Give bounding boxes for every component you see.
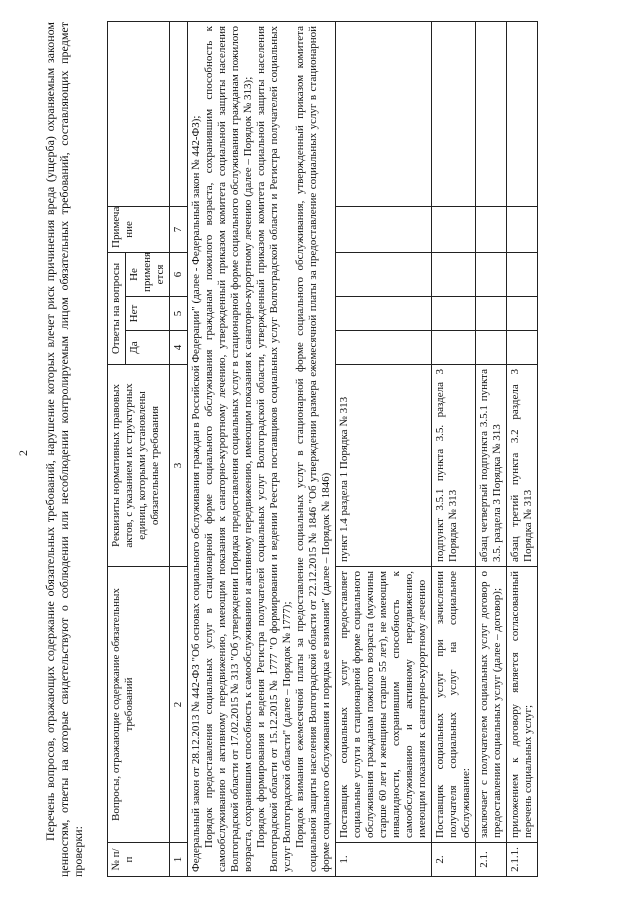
table-row [476, 21, 507, 876]
col-number: 1 [170, 843, 188, 877]
answer-na-cell[interactable] [507, 252, 538, 296]
row-num: 2. [432, 843, 476, 877]
col-number-blank [170, 21, 188, 206]
legal-act: Федеральный закон от 28.12.2013 № 442-ФЗ "Об основах социального обслуживания граждан в Российской Федерации" (далее - Федеральный закон № 442-ФЗ); [190, 115, 202, 872]
row-requisites: абзац третий пункта 3.2 раздела 3 Порядка № 313 [507, 365, 538, 567]
answer-na-cell[interactable] [336, 252, 432, 296]
table-row [432, 21, 476, 876]
blank-cell [336, 21, 432, 206]
legal-act: Порядок предоставления социальных услуг в стационарной форме социального обслуживания гражданам пожилого возраста, сохранившим способность к самообслуживанию и активному передвижению, имеющим показания к санаторно-курортному лечению, утвержденный приказом комитета социальной защиты населения Волгоградской области от 17.02.2015 № 313 "Об утверждении Порядка предоставления социальных услуг в стационарной форме социального обслуживания гражданам пожилого возраста, сохранившим способность к самообслуживанию и активному передвижению, имеющим показания к санаторно-курортному лечению (далее – Порядок № 313); [203, 25, 254, 872]
row-num: 2.1. [476, 843, 507, 877]
notes-cell[interactable] [507, 206, 538, 252]
document-page [15, 13, 625, 893]
col-number: 3 [170, 365, 188, 567]
notes-cell[interactable] [336, 206, 432, 252]
row-question: Поставщик социальных услуг предоставляет социальные услуги в стационарной форме социального обслуживания гражданам пожилого возраста (мужчины старше 60 лет и женщины старше 55 лет), не имеющим инвалидности, сохранившим способность к самообслуживанию и активному передвижению, имеющим показания к санаторно-курортному лечению [336, 567, 432, 843]
intro-paragraph: Перечень вопросов, отражающих содержание обязательных требований, нарушение которых влечет риск причинения вреда (ущерба) охраняемым законом ценностям, ответы на которые свидетельствуют о соблюдении или несоблюдении контролируемым лицом обязательных требований, составляющих предмет проверки: [43, 22, 85, 877]
header-answers: Ответы на вопросы [108, 252, 126, 364]
column-number-row [170, 21, 188, 876]
row-num: 2.1.1. [507, 843, 538, 877]
header-row [108, 21, 126, 876]
header-question: Вопросы, отражающие содержание обязательных требований [108, 567, 170, 843]
row-requisites: абзац четвертый подпункта 3.5.1 пункта 3.5. раздела 3 Порядка № 313 [476, 365, 507, 567]
header-blank [108, 21, 170, 206]
blank-cell [432, 21, 476, 206]
answer-no-cell[interactable] [476, 297, 507, 331]
col-number: 5 [170, 297, 188, 331]
notes-cell[interactable] [432, 206, 476, 252]
row-question: заключает с получателем социальных услуг договор о предоставлении социальных услуг (далее – договор); [476, 567, 507, 843]
legal-acts-row [188, 21, 336, 876]
checklist-table [107, 21, 538, 877]
table-row [336, 21, 432, 876]
header-yes: Да [126, 331, 170, 365]
row-requisites: пункт 1.4 раздела 1 Порядка № 313 [336, 365, 432, 567]
answer-yes-cell[interactable] [336, 331, 432, 365]
answer-na-cell[interactable] [432, 252, 476, 296]
header-na: Не применя ется [126, 252, 170, 296]
row-question: Поставщик социальных услуг при зачислении получателя социальных услуг на социальное обслуживание: [432, 567, 476, 843]
answer-yes-cell[interactable] [432, 331, 476, 365]
legal-act: Порядок формирования и ведения Регистра получателей социальных услуг Волгоградской области, утвержденный приказом комитета социальной защиты населения Волгоградской области от 15.12.2015 № 1777 "О формировании и ведении Реестра поставщиков социальных услуг Волгоградской области и Регистра получателей социальных услуг Волгоградской области" (далее – Порядок № 1777); [255, 25, 293, 872]
header-requisites: Реквизиты нормативных правовых актов, с указанием их структурных единиц, которыми установлены обязательные требования [108, 365, 170, 567]
col-number: 2 [170, 567, 188, 843]
answer-no-cell[interactable] [432, 297, 476, 331]
blank-cell [476, 21, 507, 206]
col-number: 7 [170, 206, 188, 252]
header-no: Нет [126, 297, 170, 331]
row-requisites: подпункт 3.5.1 пункта 3.5. раздела 3 Порядка № 313 [432, 365, 476, 567]
table-row [507, 21, 538, 876]
answer-yes-cell[interactable] [476, 331, 507, 365]
answer-yes-cell[interactable] [507, 331, 538, 365]
row-question: приложением к договору является согласованный перечень социальных услуг; [507, 567, 538, 843]
row-num: 1. [336, 843, 432, 877]
page-number: 2 [16, 450, 30, 456]
col-number: 4 [170, 331, 188, 365]
header-num: № п/п [108, 843, 170, 877]
header-notes: Примеча ние [108, 206, 170, 252]
notes-cell[interactable] [476, 206, 507, 252]
legal-acts-cell [188, 21, 336, 876]
legal-act: Порядок взимания ежемесячной платы за предоставление социальных услуг в стационарной форме социального обслуживания, утвержденный приказом комитета социальной защиты населения Волгоградской области от 22.12.2015 № 1846 "Об утверждении размера ежемесячной платы за предоставление социальных услуг в стационарной форме социального обслуживания и порядка ее взимания" (далее – Порядок № 1846) [294, 25, 332, 872]
answer-na-cell[interactable] [476, 252, 507, 296]
col-number: 6 [170, 252, 188, 296]
answer-no-cell[interactable] [507, 297, 538, 331]
blank-cell [507, 21, 538, 206]
answer-no-cell[interactable] [336, 297, 432, 331]
